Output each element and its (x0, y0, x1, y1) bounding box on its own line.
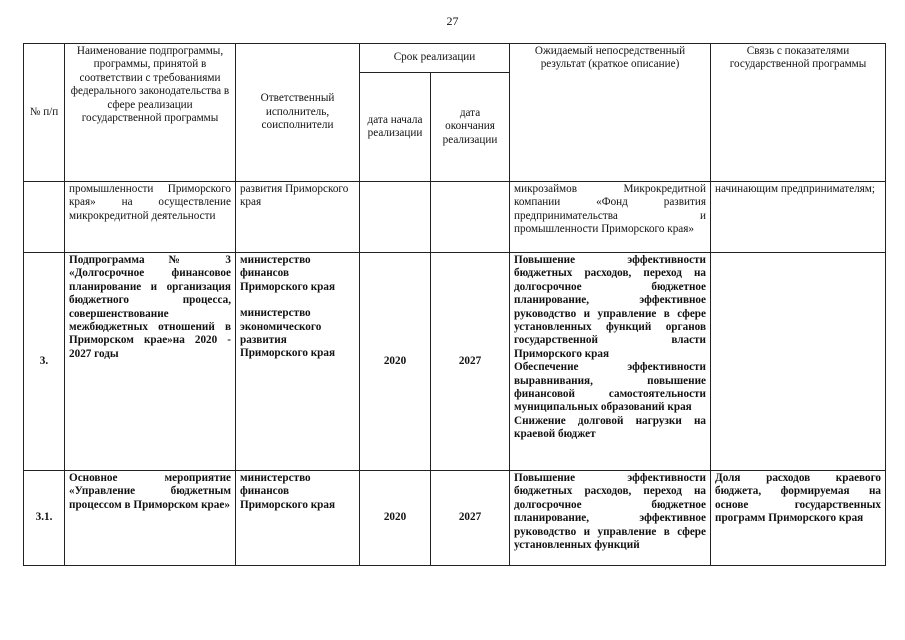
row-end (431, 182, 510, 253)
row-executor (236, 471, 360, 566)
row-link: Доля расходов краевого бюджета, формируемая на основе государственных программ Приморского края (711, 471, 886, 566)
row-executor-text: министерство финансов Приморского края (240, 472, 336, 511)
row-start (360, 182, 431, 253)
row-coexecutor-text: министерство экономического развития Приморского края (240, 307, 336, 360)
row-start: 2020 (360, 471, 431, 566)
row-executor (236, 253, 360, 471)
header-term: Срок реализации (360, 44, 510, 73)
header-num: № п/п (24, 44, 65, 182)
table-row (24, 471, 886, 566)
header-result: Ожидаемый непосредственный результат (краткое описание) (510, 44, 711, 182)
table-row (24, 182, 886, 253)
program-table (23, 43, 886, 566)
row-num (24, 182, 65, 253)
header-end: дата окончания реализации (431, 73, 510, 182)
row-result: микрозаймов Микрокредитной компании «Фонд развития предпринимательства и промышленности Приморского края» (510, 182, 711, 253)
row-name: промышленности Приморского края» на осуществление микрокредитной деятельности (65, 182, 236, 253)
row-link (711, 253, 886, 471)
row-name: Подпрограмма № 3 «Долгосрочное финансовое планирование и организация бюджетного процесса, совершенствование межбюджетных отношений в Приморском крае»на 2020 - 2027 годы (65, 253, 236, 471)
row-start: 2020 (360, 253, 431, 471)
row-link: начинающим предпринимателям; (711, 182, 886, 253)
row-result-text-2: Обеспечение эффективности выравнивания, повышение финансовой самостоятельности муниципальных образований края (514, 361, 706, 414)
row-result (510, 253, 711, 471)
row-result-text: Повышение эффективности бюджетных расходов, переход на долгосрочное бюджетное планирование, эффективное руководство и управление в сфере установленных функций органов государственной власти Приморского края (514, 254, 706, 360)
row-num: 3. (24, 253, 65, 471)
row-end: 2027 (431, 471, 510, 566)
row-executor-text: развития Приморского края (240, 183, 349, 209)
row-num: 3.1. (24, 471, 65, 566)
page-number: 27 (446, 14, 459, 28)
table-row (24, 253, 886, 471)
header-row (24, 44, 886, 73)
header-executor: Ответственный исполнитель, соисполнители (236, 44, 360, 182)
header-link: Связь с показателями государственной программы (711, 44, 886, 182)
row-result-text-3: Снижение долговой нагрузки на краевой бюджет (514, 414, 706, 441)
header-start: дата начала реализации (360, 73, 431, 182)
row-end: 2027 (431, 253, 510, 471)
header-name: Наименование подпрограммы, программы, принятой в соответствии с требованиями федерального законодательства в сфере реализации государственной программы (65, 44, 236, 182)
row-result: Повышение эффективности бюджетных расходов, переход на долгосрочное бюджетное планирование, эффективное руководство и управление в сфере установленных функций (510, 471, 711, 566)
row-name: Основное мероприятие «Управление бюджетным процессом в Приморском крае» (65, 471, 236, 566)
row-executor (236, 182, 360, 253)
row-executor-text: министерство финансов Приморского края (240, 254, 336, 293)
